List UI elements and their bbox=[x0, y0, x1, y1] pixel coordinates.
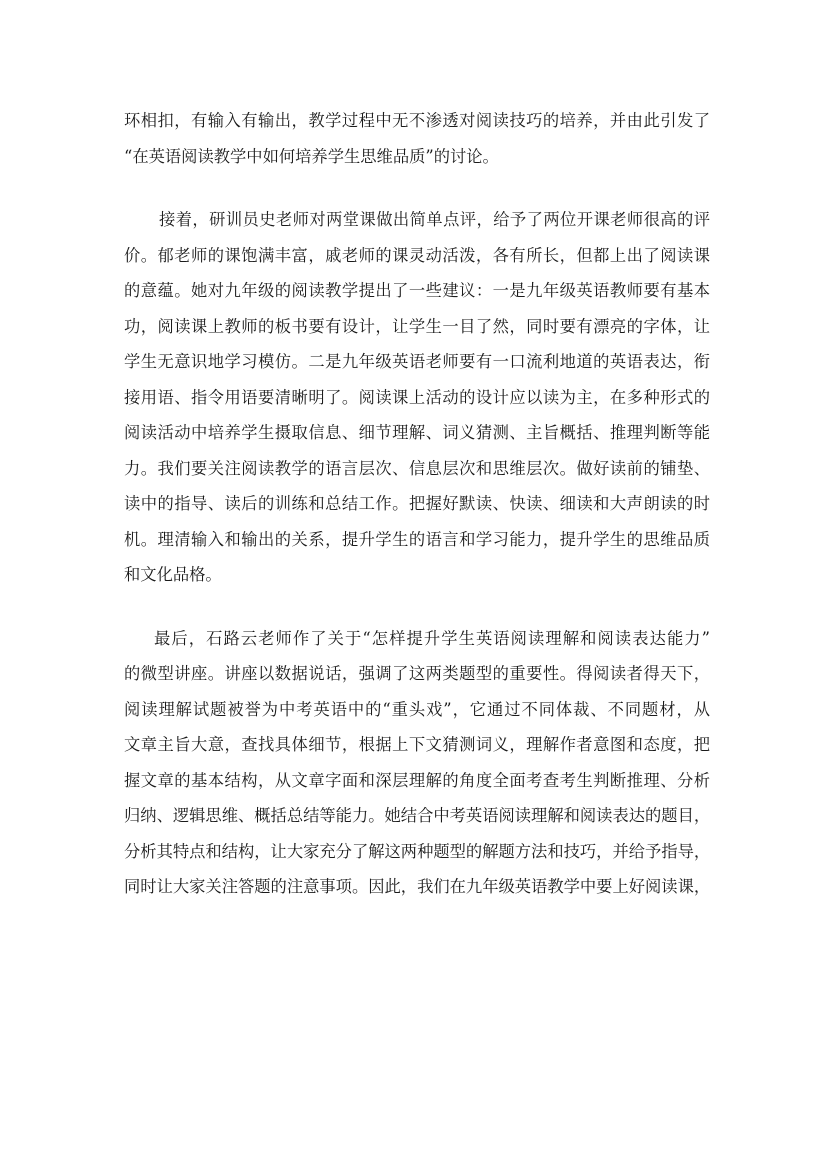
text-line: 阅读理解试题被誉为中考英语中的“重头戏”，它通过不同体裁、不同题材，从 bbox=[124, 699, 710, 719]
text-line: 学生无意识地学习模仿。二是九年级英语老师要有一口流利地道的英语表达，衔 bbox=[124, 352, 710, 371]
text-line: 阅读活动中培养学生摄取信息、细节理解、词义猜测、主旨概括、推理判断等能 bbox=[124, 423, 710, 442]
text-line: 力。我们要关注阅读教学的语言层次、信息层次和思维层次。做好读前的铺垫、 bbox=[124, 458, 710, 478]
text-line: 接着，研训员史老师对两堂课做出简单点评，给予了两位开课老师很高的评 bbox=[159, 210, 710, 229]
text-line: 文章主旨大意，查找具体细节，根据上下文猜测词义，理解作者意图和态度，把 bbox=[124, 735, 710, 754]
text-line: 的微型讲座。讲座以数据说话，强调了这两类题型的重要性。得阅读者得天下， bbox=[124, 664, 710, 683]
paragraph-gap bbox=[124, 174, 710, 202]
text-line: 归纳、逻辑思维、概括总结等能力。她结合中考英语阅读理解和阅读表达的题目， bbox=[124, 806, 711, 825]
text-line: 机。理清输入和输出的关系，提升学生的语言和学习能力，提升学生的思维品质 bbox=[124, 529, 710, 549]
paragraph-1 bbox=[124, 103, 710, 174]
text-line: “在英语阅读教学中如何培养学生思维品质”的讨论。 bbox=[124, 146, 499, 166]
text-line: 功，阅读课上教师的板书要有设计，让学生一目了然，同时要有漂亮的字体，让 bbox=[124, 316, 710, 336]
text-line: 价。郁老师的课饱满丰富，戚老师的课灵动活泼，各有所长，但都上出了阅读课 bbox=[124, 245, 710, 265]
text-line: 同时让大家关注答题的注意事项。因此，我们在九年级英语教学中要上好阅读课， bbox=[124, 877, 711, 896]
paragraph-2 bbox=[124, 202, 710, 593]
text-line: 握文章的基本结构，从文章字面和深层理解的角度全面考查考生判断推理、分析 bbox=[124, 770, 710, 790]
text-line: 环相扣，有输入有输出，教学过程中无不渗透对阅读技巧的培养，并由此引发了 bbox=[124, 111, 710, 130]
paragraph-3 bbox=[124, 621, 710, 905]
paragraph-gap bbox=[124, 593, 710, 621]
text-line: 最后，石路云老师作了关于“怎样提升学生英语阅读理解和阅读表达能力” bbox=[154, 628, 710, 648]
text-line: 分析其特点和结构，让大家充分了解这两种题型的解题方法和技巧，并给予指导， bbox=[124, 841, 711, 861]
text-line: 和文化品格。 bbox=[124, 565, 222, 584]
document-page bbox=[124, 103, 710, 905]
text-line: 的意蕴。她对九年级的阅读教学提出了一些建议：一是九年级英语教师要有基本 bbox=[124, 281, 710, 300]
text-line: 接用语、指令用语要清晰明了。阅读课上活动的设计应以读为主，在多种形式的 bbox=[124, 387, 710, 407]
text-line: 读中的指导、读后的训练和总结工作。把握好默读、快读、细读和大声朗读的时 bbox=[124, 494, 710, 513]
